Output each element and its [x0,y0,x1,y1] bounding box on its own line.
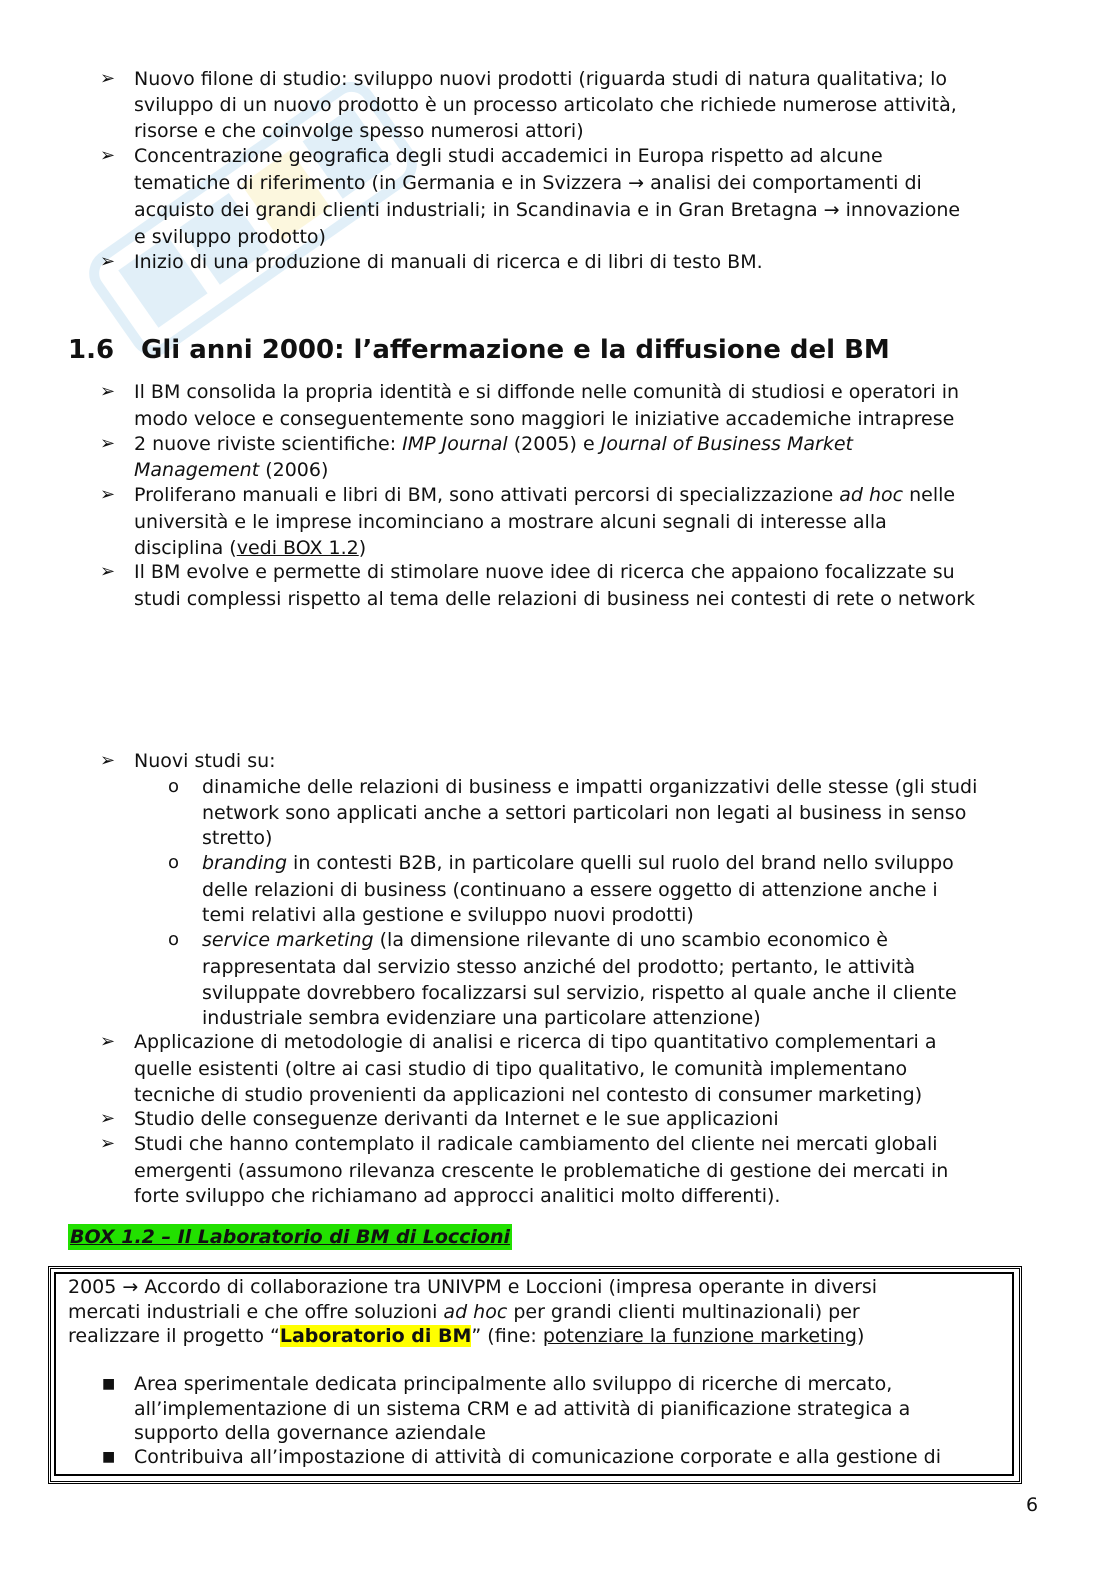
bullet-text: Studio delle conseguenze derivanti da Internet e le sue applicazioni [134,1108,779,1130]
box-item-text: Area sperimentale dedicata principalmente allo sviluppo di ricerche di mercato, [134,1373,893,1395]
sub-bullet-text: sviluppate dovrebbero focalizzarsi sul servizio, rispetto al quale anche il cliente [202,982,957,1004]
arrow-bullet-icon: ➢ [100,1108,116,1129]
bullet-text: quelle esistenti (oltre ai casi studio di tipo qualitativo, le comunità implementano [134,1058,908,1080]
box-text: 2005 → Accordo di collaborazione tra UNIVPM e Loccioni (impresa operante in diversi [68,1276,878,1298]
arrow-bullet-icon: ➢ [100,561,116,582]
bullet-text: acquisto dei grandi clienti industriali; in Scandinavia e in Gran Bretagna → innovazione [134,199,961,221]
bullet-text: 2 nuove riviste scientifiche: IMP Journal (2005) e Journal of Business Market [134,433,853,455]
circle-bullet-icon: o [168,929,180,950]
square-bullet-icon: ■ [102,1449,116,1465]
sub-bullet-text: branding in contesti B2B, in particolare quelli sul ruolo del brand nello sviluppo [202,852,954,874]
sub-bullet-text: rappresentata dal servizio stesso anziché del prodotto; pertanto, le attività [202,956,916,978]
box-text: mercati industriali e che offre soluzioni ad hoc per grandi clienti multinazionali) per [68,1301,860,1323]
section-heading [68,333,890,367]
bullet-text: Nuovo filone di studio: sviluppo nuovi prodotti (riguarda studi di natura qualitativa; lo [134,68,948,90]
bullet-text: Nuovi studi su: [134,750,276,772]
sub-bullet-text: delle relazioni di business (continuano a essere oggetto di attenzione anche i [202,879,938,901]
arrow-bullet-icon: ➢ [100,68,116,89]
arrow-bullet-icon: ➢ [100,145,116,166]
bullet-text: emergenti (assumono rilevanza crescente le problematiche di gestione dei mercati in [134,1160,949,1182]
square-bullet-icon: ■ [102,1376,116,1392]
bullet-text: Inizio di una produzione di manuali di ricerca e di libri di testo BM. [134,251,763,273]
box-text: realizzare il progetto “Laboratorio di BM” (fine: potenziare la funzione marketing) [68,1325,865,1347]
bullet-text: studi complessi rispetto al tema delle relazioni di business nei contesti di rete o network [134,588,976,610]
bullet-text: modo veloce e conseguentemente sono maggiori le iniziative accademiche intraprese [134,408,955,430]
arrow-bullet-icon: ➢ [100,484,116,505]
journal-name: Journal of Business Market [600,433,853,455]
bullet-text: tematiche di riferimento (in Germania e in Svizzera → analisi dei comportamenti di [134,172,922,194]
bullet-text: Applicazione di metodologie di analisi e ricerca di tipo quantitativo complementari a [134,1031,937,1053]
bullet-text: Il BM evolve e permette di stimolare nuove idee di ricerca che appaiono focalizzate su [134,561,955,583]
bullet-text: Concentrazione geografica degli studi accademici in Europa rispetto ad alcune [134,145,883,167]
circle-bullet-icon: o [168,776,180,797]
circle-bullet-icon: o [168,852,180,873]
bullet-text: Management (2006) [134,459,329,481]
box-item-text: all’implementazione di un sistema CRM e ad attività di pianificazione strategica a [134,1398,911,1420]
arrow-bullet-icon: ➢ [100,433,116,454]
bullet-text: Studi che hanno contemplato il radicale cambiamento del cliente nei mercati globali [134,1133,938,1155]
sub-bullet-text: service marketing (la dimensione rilevante di uno scambio economico è [202,929,888,951]
highlight-lab-name: Laboratorio di BM [279,1325,472,1347]
arrow-bullet-icon: ➢ [100,381,116,402]
box-item-text: Contribuiva all’impostazione di attività di comunicazione corporate e alla gestione di [134,1446,941,1468]
sub-bullet-text: stretto) [202,827,273,849]
bullet-text: sviluppo di un nuovo prodotto è un processo articolato che richiede numerose attività, [134,94,957,116]
heading-number: 1.6 [68,335,115,365]
bullet-text: risorse e che coinvolge spesso numerosi attori) [134,120,584,142]
bullet-text: forte sviluppo che richiamano ad approcci analitici molto differenti). [134,1185,781,1207]
page-number: 6 [1026,1494,1039,1516]
arrow-bullet-icon: ➢ [100,1133,116,1154]
sub-bullet-text: network sono applicati anche a settori particolari non legati al business in senso [202,802,967,824]
bullet-text: tecniche di studio provenienti da applicazioni nel contesto di consumer marketing) [134,1084,923,1106]
journal-name: IMP Journal [402,433,508,455]
bullet-text: disciplina (vedi BOX 1.2) [134,537,367,559]
box-item-text: supporto della governance aziendale [134,1422,486,1444]
arrow-bullet-icon: ➢ [100,1031,116,1052]
box-reference-link[interactable]: vedi BOX 1.2 [236,537,359,559]
sub-bullet-text: industriale sembra evidenziare una particolare attenzione) [202,1007,761,1029]
arrow-bullet-icon: ➢ [100,750,116,771]
heading-title: Gli anni 2000: l’affermazione e la diffusione del BM [141,335,890,365]
sub-bullet-text: dinamiche delle relazioni di business e impatti organizzativi delle stesse (gli studi [202,776,978,798]
arrow-bullet-icon: ➢ [100,251,116,272]
bullet-text: Proliferano manuali e libri di BM, sono attivati percorsi di specializzazione ad hoc nelle [134,484,956,506]
bullet-text: Il BM consolida la propria identità e si diffonde nelle comunità di studiosi e operatori in [134,381,960,403]
journal-name: Management [134,459,260,481]
sub-bullet-text: temi relativi alla gestione e sviluppo nuovi prodotti) [202,904,694,926]
box-title: BOX 1.2 – Il Laboratorio di BM di Loccioni [70,1226,511,1248]
bullet-text: università e le imprese incominciano a mostrare alcuni segnali di interesse alla [134,511,887,533]
bullet-text: e sviluppo prodotto) [134,226,326,248]
